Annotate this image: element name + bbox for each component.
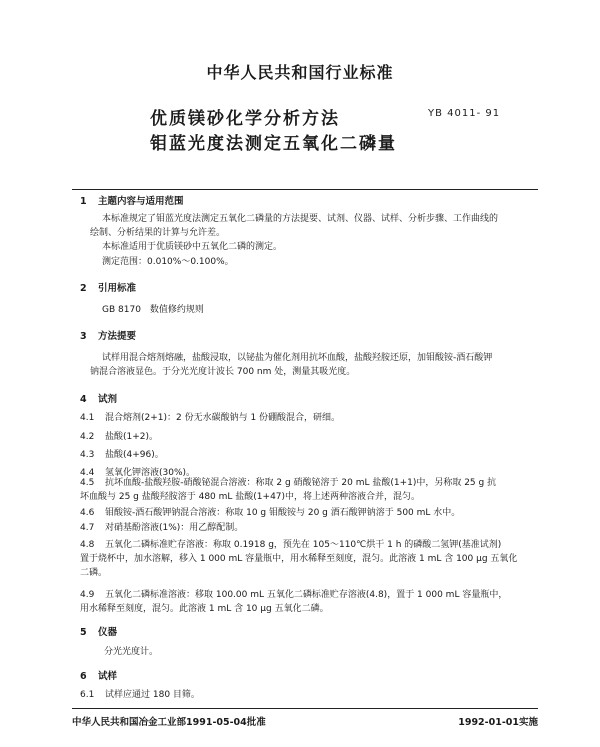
list-item: 4.3 盐酸(4+96)。 <box>80 450 164 460</box>
list-item: 4.7 对硝基酚溶液(1%)：用乙醇配制。 <box>80 523 244 533</box>
section-number: 1 <box>80 196 87 207</box>
title-line-1: 优质镁砂化学分析方法 <box>150 109 340 129</box>
referenced-standard: GB 8170 数值修约规则 <box>102 305 204 315</box>
s1-paragraph-line: 本标准规定了钼蓝光度法测定五氧化二磷量的方法提要、试剂、仪器、试样、分析步骤、工作曲线的 <box>102 214 499 224</box>
section-title: 引用标准 <box>98 283 137 294</box>
section-title: 方法提要 <box>98 331 137 342</box>
s1-paragraph-line: 测定范围：0.010%～0.100%。 <box>102 257 234 267</box>
section-3-heading <box>80 328 136 342</box>
list-item-continuation: 二磷。 <box>80 568 108 578</box>
section-number: 5 <box>80 627 87 638</box>
s5-text: 分光光度计。 <box>104 647 159 657</box>
list-item: 4.8 五氧化二磷标准贮存溶液：称取 0.1918 g，预先在 105～110℃烘干 1 h 的磷酸二氢钾(基准试剂) <box>80 540 502 550</box>
approval-line: 中华人民共和国冶金工业部1991-05-04批准 <box>72 717 266 728</box>
list-item: 4.6 钼酸铵-酒石酸钾钠混合溶液：称取 10 g 钼酸铵与 20 g 酒石酸钾钠溶于 500 mL 水中。 <box>80 508 461 518</box>
list-item-continuation: 用水稀释至刻度，混匀。此溶液 1 mL 含 10 μg 五氧化二磷。 <box>80 604 329 614</box>
section-number: 2 <box>80 283 87 294</box>
top-divider <box>72 189 538 190</box>
header-category: 中华人民共和国行业标准 <box>206 63 394 82</box>
section-5-heading <box>80 624 117 638</box>
implementation-date: 1992-01-01实施 <box>458 717 538 728</box>
section-number: 6 <box>80 671 87 682</box>
s3-paragraph-line: 钠混合溶液显色。于分光光度计波长 700 nm 处，测量其吸光度。 <box>90 367 356 377</box>
list-item: 4.1 混合熔剂(2+1)：2 份无水碳酸钠与 1 份硼酸混合，研细。 <box>80 413 341 423</box>
list-item: 4.2 盐酸(1+2)。 <box>80 432 159 442</box>
bottom-divider <box>72 708 538 709</box>
list-item-continuation: 置于烧杯中，加水溶解，移入 1 000 mL 容量瓶中，用水稀释至刻度，混匀。此溶液 1 mL 含 100 μg 五氧化 <box>80 554 518 564</box>
section-title: 仪器 <box>98 627 118 638</box>
section-title: 试样 <box>98 671 118 682</box>
list-item: 4.5 抗坏血酸-盐酸羟胺-硝酸铋混合溶液：称取 2 g 硝酸铋溶于 20 mL 盐酸(1+1)中，另称取 25 g 抗 <box>80 478 497 488</box>
title-line-2: 钼蓝光度法测定五氧化二磷量 <box>150 134 397 154</box>
section-2-heading <box>80 280 136 294</box>
s1-paragraph-line: 绘制、分析结果的计算与允许差。 <box>90 228 226 238</box>
section-title: 试剂 <box>98 394 118 405</box>
s1-paragraph-line: 本标准适用于优质镁砂中五氧化二磷的测定。 <box>102 242 283 252</box>
section-1-heading <box>80 193 184 207</box>
list-item-continuation: 坏血酸与 25 g 盐酸羟胺溶于 480 mL 盐酸(1+47)中，将上述两种溶液合并，混匀。 <box>80 492 421 502</box>
list-item: 4.4 氢氧化钾溶液(30%)。 <box>80 468 196 478</box>
section-number: 4 <box>80 394 87 405</box>
list-item: 4.9 五氧化二磷标准溶液：移取 100.00 mL 五氧化二磷标准贮存溶液(4.8)，置于 1 000 mL 容量瓶中， <box>80 590 508 600</box>
section-6-heading <box>80 668 117 682</box>
standard-number: YB 4011- 91 <box>428 108 501 119</box>
section-4-heading <box>80 391 117 405</box>
list-item: 6.1 试样应通过 180 目筛。 <box>80 690 200 700</box>
section-number: 3 <box>80 331 87 342</box>
s3-paragraph-line: 试样用混合熔剂熔融，盐酸浸取，以铋盐为催化剂用抗坏血酸，盐酸羟胺还原，加钼酸铵-酒石酸钾 <box>102 353 493 363</box>
section-title: 主题内容与适用范围 <box>98 196 184 207</box>
